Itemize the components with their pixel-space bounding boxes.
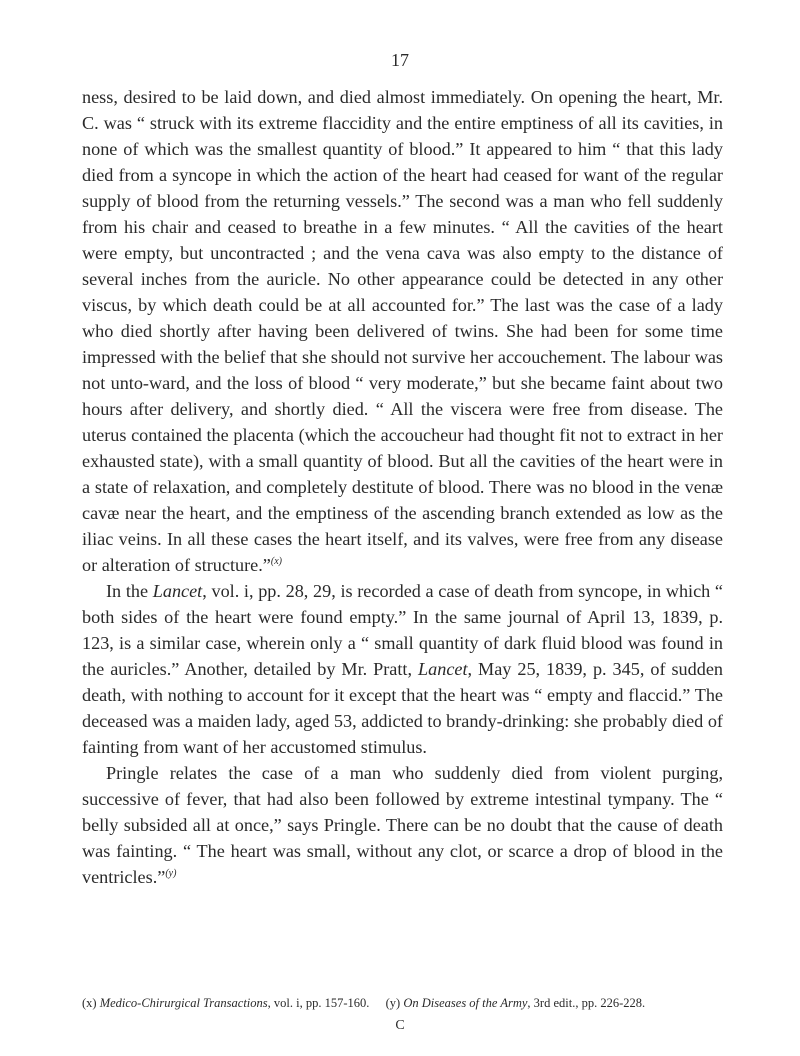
body-text bbox=[82, 84, 723, 890]
paragraph bbox=[82, 760, 723, 890]
footnote-mark: (x) bbox=[82, 996, 97, 1010]
signature-mark: C bbox=[395, 1018, 405, 1033]
footnote-title: On Diseases of the Army bbox=[403, 996, 528, 1010]
paragraph bbox=[82, 84, 723, 578]
paragraph-text: , vol. i, pp. 28, 29, is recorded a case of death from syncope, in which “ both sides of the heart were found empty.” In the same journal of April 13, 1839, p. 123, is a similar case, wherein only a “ small quantity of dark fluid blood was found in the auricles.” Another, detailed by Mr. Pratt, bbox=[82, 581, 724, 679]
paragraph-text: , May 25, 1839, p. 345, of sudden death, with nothing to account for it except that the heart was “ empty and flaccid.” The deceased was a maiden lady, aged 53, addicted to brandy-drinking: she probably died of fainting from want of her accustomed stimulus. bbox=[82, 659, 723, 757]
footnote-text: , vol. i, pp. 157-160. bbox=[267, 996, 370, 1010]
footnotes bbox=[82, 995, 742, 1011]
footnote-title: Medico-Chirurgical Transactions bbox=[99, 996, 268, 1010]
journal-title: Lancet bbox=[152, 581, 203, 601]
paragraph-text: Pringle relates the case of a man who suddenly died from violent purging, successive of fever, that had also been followed by extreme intestinal tympany. The “ belly subsided all at once,” says Pringle. There can be no doubt that the cause of death was fainting. “ The heart was small, without any clot, or scarce a drop of blood in the ventricles.” bbox=[82, 763, 723, 887]
paragraph-text: In the bbox=[106, 581, 153, 601]
page-number: 17 bbox=[391, 50, 409, 70]
paragraph-text: ness, desired to be laid down, and died almost immediately. On opening the heart, Mr. C. was “ struck with its extreme flaccidity and the entire emptiness of all its cavities, in none of which was the smallest quantity of blood.” It appeared to him “ that this lady died from a syncope in which the action of the heart had ceased for want of the regular supply of blood from the returning vessels.” The second was a man who fell suddenly from his chair and ceased to breathe in a few minutes. “ All the cavities of the heart were empty, but uncontracted ; and the vena cava was also empty to the distance of several inches from the auricle. No other appearance could be detected in any other viscus, by which death could be at all accounted for.” The last was the case of a lady who died shortly after having been delivered of twins. She had been for some time impressed with the belief that she should not survive her accouchement. The labour was not unto-ward, and the loss of blood “ very moderate,” but she became faint about two hours after delivery, and shortly died. “ All the viscera were free from disease. The uterus contained the placenta (which the accoucheur had thought fit not to extract in her exhausted state), with a small quantity of blood. But all the cavities of the heart were in a state of relaxation, and completely destitute of blood. There was no blood in the venæ cavæ near the heart, and the emptiness of the ascending branch extended as low as the iliac veins. In all these cases the heart itself, and its valves, were free from any disease or alteration of structure.” bbox=[82, 87, 723, 575]
footnote-ref-x: (x) bbox=[270, 555, 282, 567]
footnote-ref-y: (y) bbox=[165, 867, 177, 879]
footnote-text: , 3rd edit., pp. 226-228. bbox=[527, 996, 646, 1010]
journal-title: Lancet bbox=[418, 659, 468, 679]
paragraph bbox=[82, 578, 723, 760]
footnote-mark: (y) bbox=[385, 996, 401, 1010]
